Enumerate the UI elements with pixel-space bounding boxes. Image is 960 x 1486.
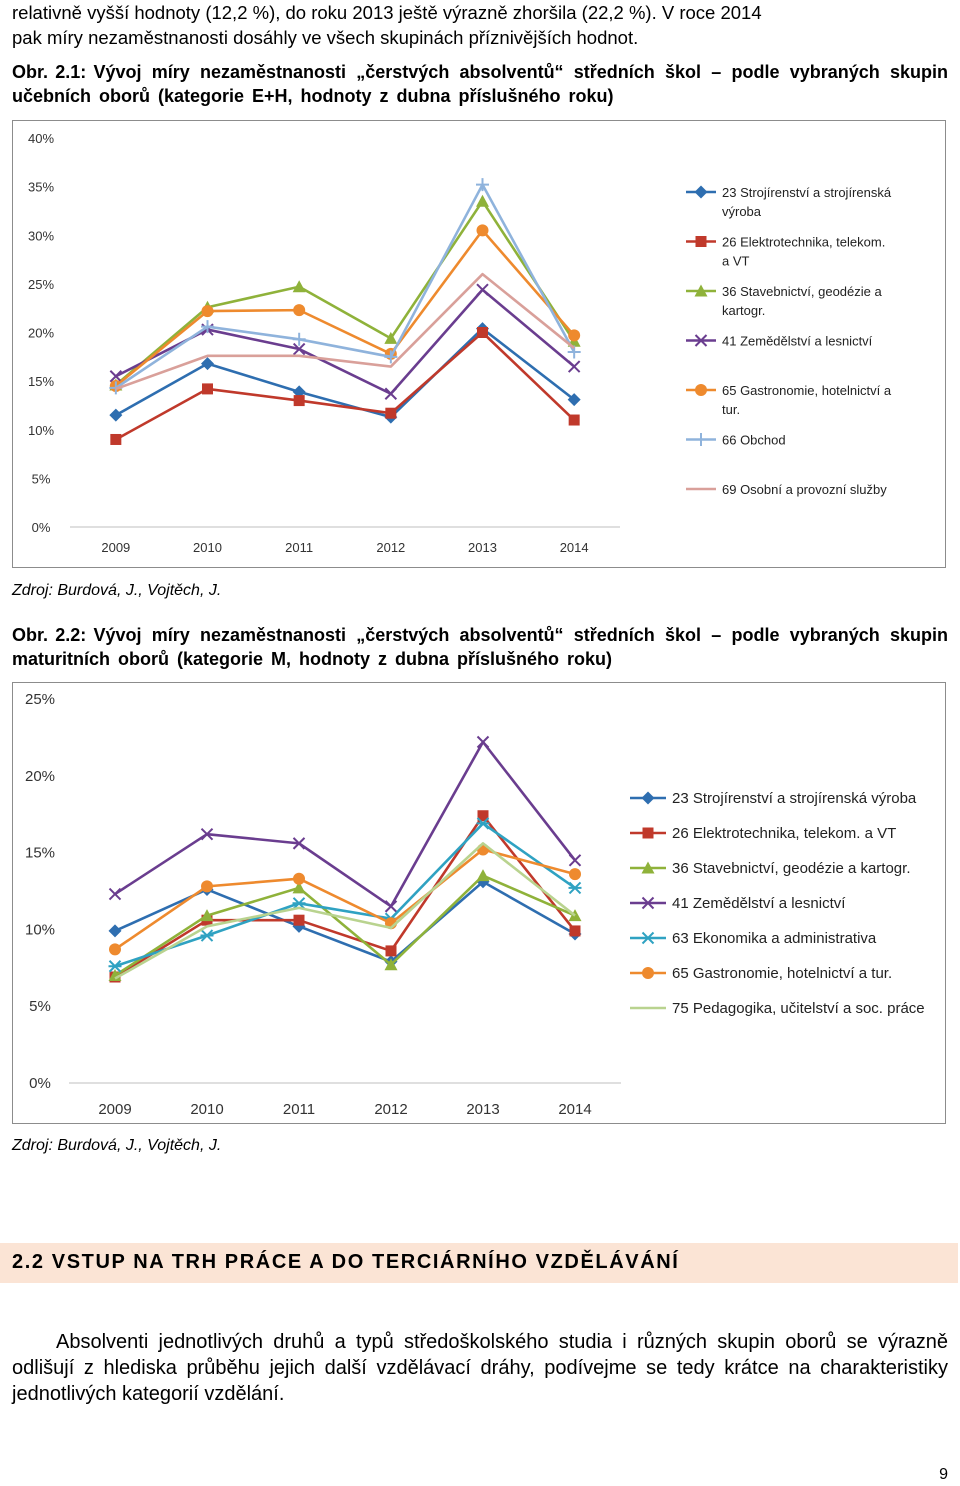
data-point [569,415,580,426]
legend-label: a VT [722,253,750,269]
data-point [293,280,306,292]
legend-marker [695,433,708,446]
data-point [110,889,121,900]
body-paragraph [12,1329,948,1407]
x-tick-label: 2012 [376,540,406,555]
legend-label: 69 Osobní a provozní služby [722,482,887,497]
series-line [115,742,575,906]
x-tick-label: 2014 [558,1101,592,1118]
x-tick-label: 2014 [559,540,589,555]
legend-marker [696,236,707,247]
y-tick-label: 35% [27,179,55,195]
data-point [110,434,121,445]
data-point [569,882,582,893]
series-2 [109,869,582,981]
legend-label: 75 Pedagogika, učitelství a soc. práce [672,1000,925,1017]
figure-2-source: Zdroj: Burdová, J., Vojtěch, J. [12,1137,222,1154]
data-point [477,224,489,236]
legend-item [630,895,846,912]
legend-item [630,790,917,807]
data-point [202,383,213,394]
data-point [570,855,581,866]
figure-2-caption [12,623,948,671]
x-tick-label: 2013 [466,1101,500,1118]
legend-label: 23 Strojírenství a strojírenská [722,185,892,200]
data-point [293,873,305,885]
legend-label: 65 Gastronomie, hotelnictví a tur. [672,965,893,982]
x-tick-label: 2013 [468,540,497,555]
y-tick-label: 15% [24,844,56,862]
legend-marker [695,384,707,396]
legend-label: 41 Zemědělství a lesnictví [722,333,873,349]
x-tick-label: 2010 [190,1101,224,1118]
x-tick-label: 2012 [374,1101,408,1118]
legend-item [686,284,882,318]
y-tick-label: 25% [24,691,56,708]
series-5 [109,844,581,956]
legend-marker [642,792,655,805]
series-0 [109,322,580,423]
y-tick-label: 30% [27,228,55,244]
series-3 [110,284,579,399]
legend-marker [695,186,708,199]
figure-2-title: Vývoj míry nezaměstnanosti „čerstvých absolventů“ středních škol – podle vybraných skupin maturitních oborů (kategorie M, hodnoty z dubna příslušného roku) [12,625,949,669]
x-tick-label: 2010 [193,540,222,555]
legend-label: 66 Obchod [722,432,786,448]
data-point [476,178,489,191]
data-point [201,880,213,892]
series-line [115,882,575,962]
x-tick-label: 2009 [98,1101,132,1118]
data-point [294,915,305,926]
legend-item [630,930,877,947]
y-tick-label: 10% [24,921,56,939]
data-point [478,737,489,748]
legend-label: 26 Elektrotechnika, telekom. a VT [672,825,897,842]
legend-item [686,185,892,219]
data-point [386,901,397,912]
data-point [294,395,305,406]
figure-2-number: Obr. 2.2: [12,625,87,645]
legend-label: 65 Gastronomie, hotelnictví a [722,383,892,398]
data-point [477,869,490,881]
chart-1-frame [12,120,946,568]
legend-marker [642,967,654,979]
body-paragraph-text: Absolventi jednotlivých druhů a typů středoškolského studia i různých skupin oborů se výrazně odlišují z hlediska průběhu jejich další vzdělávací dráhy, podívejme se tedy krátce na charakteristiky jednotlivých kategorií vzdělání. [12,1331,948,1405]
intro-line-1: relativně vyšší hodnoty (12,2 %), do roku 2013 ještě výrazně zhoršila (22,2 %). V roce 2014 [12,2,762,23]
data-point [293,304,305,316]
figure-1-source: Zdroj: Burdová, J., Vojtěch, J. [12,582,222,599]
data-point [109,924,122,937]
legend-item [630,1000,925,1017]
series-0 [109,875,582,968]
data-point [476,195,489,207]
legend-item [686,334,873,349]
page-number: 9 [939,1466,948,1483]
legend-item [686,383,892,417]
y-tick-label: 5% [31,471,51,487]
data-point [385,388,396,399]
data-point [201,930,214,941]
y-tick-label: 15% [27,374,55,390]
data-point [386,945,397,956]
data-point [202,305,214,317]
legend-label: 36 Stavebnictví, geodézie a kartogr. [672,860,911,877]
data-point [569,868,581,880]
series-line [115,876,575,976]
data-point [569,361,580,372]
series-line [116,185,574,388]
data-point [568,329,580,341]
data-point [109,409,122,422]
legend-item [686,235,885,269]
y-tick-label: 5% [29,998,51,1016]
data-point [201,357,214,370]
data-point [385,408,396,419]
legend-marker [643,828,654,839]
y-tick-label: 25% [27,276,55,292]
legend-item [686,482,887,497]
y-tick-label: 20% [24,767,56,785]
y-tick-label: 40% [27,131,55,146]
series-3 [110,737,581,912]
legend-label: výroba [722,204,762,219]
figure-1-caption [12,60,948,108]
x-tick-label: 2009 [101,540,131,555]
data-point [477,284,488,295]
figure-1-number: Obr. 2.1: [12,62,87,82]
series-4 [109,818,582,972]
legend-label: 63 Ekonomika a administrativa [672,930,877,947]
section-heading: 2.2 VSTUP NA TRH PRÁCE A DO TERCIÁRNÍHO VZDĚLÁVÁNÍ [12,1251,680,1273]
figure-1-title: Vývoj míry nezaměstnanosti „čerstvých absolventů“ středních škol – podle vybraných skupin učebních oborů (kategorie E+H, hodnoty z dubna příslušného roku) [12,62,949,106]
chart-2 [13,683,945,1123]
section-heading-bar [0,1243,958,1283]
legend-marker [642,933,655,944]
legend-item [630,825,896,842]
intro-text [12,0,948,50]
legend-label: kartogr. [722,303,766,318]
legend-label: 23 Strojírenství a strojírenská výroba [672,790,917,807]
legend-item [686,433,786,448]
data-point [109,943,121,955]
legend-item [630,860,910,877]
y-tick-label: 0% [31,520,51,535]
data-point [570,925,581,936]
data-point [477,327,488,338]
x-tick-label: 2011 [282,1101,316,1118]
legend-label: 26 Elektrotechnika, telekom. [722,234,886,250]
legend-label: 36 Stavebnictví, geodézie a [722,284,882,299]
legend-label: tur. [722,402,741,417]
legend-label: 41 Zemědělství a lesnictví [672,895,846,912]
intro-line-2: pak míry nezaměstnanosti dosáhly ve všech skupinách příznivějších hodnot. [12,27,639,48]
y-tick-label: 10% [27,422,55,438]
chart-2-frame [12,682,946,1124]
legend-item [630,965,892,982]
x-tick-label: 2011 [285,540,314,555]
y-tick-label: 0% [29,1075,51,1092]
chart-1 [13,121,945,567]
y-tick-label: 20% [27,325,55,341]
